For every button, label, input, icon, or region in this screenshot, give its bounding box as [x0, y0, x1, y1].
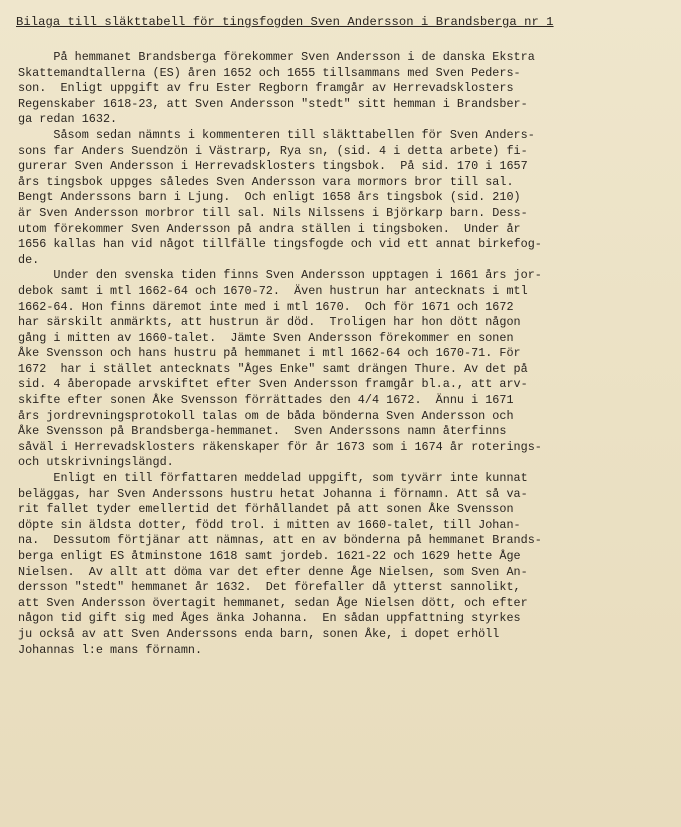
text-line: Skattemandtallerna (ES) åren 1652 och 1655 tillsammans med Sven Peders-	[18, 65, 521, 80]
paragraph	[18, 50, 671, 128]
text-line: beläggas, har Sven Anderssons hustru hetat Johanna i förnamn. Att så va-	[18, 486, 528, 501]
document-title: Bilaga till släkttabell för tingsfogden Sven Andersson i Brandsberga nr 1	[16, 15, 554, 29]
document-body	[18, 50, 671, 658]
text-line: de.	[18, 252, 40, 267]
text-line: gång i mitten av 1660-talet. Jämte Sven Andersson förekommer en sonen	[18, 330, 514, 345]
text-line: debok samt i mtl 1662-64 och 1670-72. Även hustrun har antecknats i mtl	[18, 283, 528, 298]
text-line: På hemmanet Brandsberga förekommer Sven Andersson i de danska Ekstra	[18, 50, 535, 64]
paragraph	[18, 268, 671, 471]
text-line: någon tid gift sig med Åges änka Johanna. En sådan uppfattning styrkes	[18, 611, 521, 626]
text-line: berga enligt ES åtminstone 1618 samt jordeb. 1621-22 och 1629 hette Åge	[18, 549, 521, 563]
text-line: ga redan 1632.	[18, 112, 118, 127]
text-line: na. Dessutom förtjänar att nämnas, att en av bönderna på hemmanet Brands-	[18, 533, 542, 548]
text-line: 1672 har i stället antecknats "Åges Enke" samt drängen Thure. Av det på	[18, 361, 528, 376]
text-line: Såsom sedan nämnts i kommenteren till släkttabellen för Sven Anders-	[18, 127, 535, 142]
text-line: Bengt Anderssons barn i Ljung. Och enligt 1658 års tingsbok (sid. 210)	[18, 190, 521, 205]
text-line: rit fallet tyder emellertid det förhållandet på att sonen Åke Svensson	[18, 502, 514, 517]
text-line: att Sven Andersson övertagit hemmanet, sedan Åge Nielsen dött, och efter	[18, 595, 528, 610]
text-line: Johannas l:e mans förnamn.	[18, 642, 203, 657]
text-line: son. Enligt uppgift av fru Ester Regborn framgår av Herrevadsklosters	[18, 81, 514, 96]
text-line: gurerar Sven Andersson i Herrevadsklosters tingsbok. På sid. 170 i 1657	[18, 159, 528, 174]
text-line: har särskilt anmärkts, att hustrun är död. Troligen har hon dött någon	[18, 315, 521, 330]
text-line: 1656 kallas han vid något tillfälle tingsfogde och vid ett annat birkefog-	[18, 237, 542, 252]
text-line: skifte efter sonen Åke Svensson förrättades den 4/4 1672. Ännu i 1671	[18, 393, 514, 408]
text-line: såväl i Herrevadsklosters räkenskaper för år 1673 som i 1674 år roterings-	[18, 439, 542, 454]
text-line: 1662-64. Hon finns däremot inte med i mtl 1670. Och för 1671 och 1672	[18, 299, 514, 314]
text-line: års tingsbok uppges således Sven Andersson vara mormors bror till sal.	[18, 174, 514, 189]
text-line: dersson "stedt" hemmanet år 1632. Det förefaller då ytterst sannolikt,	[18, 580, 521, 595]
paragraph	[18, 471, 671, 658]
text-line: sons far Anders Suendzön i Västrarp, Rya sn, (sid. 4 i detta arbete) fi-	[18, 143, 528, 158]
text-line: års jordrevningsprotokoll talas om de båda bönderna Sven Andersson och	[18, 408, 514, 423]
text-line: är Sven Andersson morbror till sal. Nils Nilssens i Björkarp barn. Dess-	[18, 205, 528, 220]
text-line: döpte sin äldsta dotter, född trol. i mitten av 1660-talet, till Johan-	[18, 517, 521, 532]
text-line: ju också av att Sven Anderssons enda barn, sonen Åke, i dopet erhöll	[18, 626, 500, 641]
text-line: Åke Svensson på Brandsberga-hemmanet. Sven Anderssons namn återfinns	[18, 424, 507, 439]
text-line: Nielsen. Av allt att döma var det efter denne Åge Nielsen, som Sven An-	[18, 564, 528, 579]
text-line: Åke Svensson och hans hustru på hemmanet i mtl 1662-64 och 1670-71. För	[18, 346, 521, 361]
text-line: Regenskaber 1618-23, att Sven Andersson "stedt" sitt hemman i Brandsber-	[18, 96, 528, 111]
text-line: utom förekommer Sven Andersson på andra ställen i tingsboken. Under år	[18, 221, 521, 236]
text-line: och utskrivningslängd.	[18, 455, 174, 470]
text-line: Enligt en till författaren meddelad uppgift, som tyvärr inte kunnat	[18, 471, 528, 486]
paragraph	[18, 128, 671, 268]
text-line: Under den svenska tiden finns Sven Andersson upptagen i 1661 års jor-	[18, 268, 542, 283]
text-line: sid. 4 åberopade arvskiftet efter Sven Andersson framgår bl.a., att arv-	[18, 377, 528, 392]
